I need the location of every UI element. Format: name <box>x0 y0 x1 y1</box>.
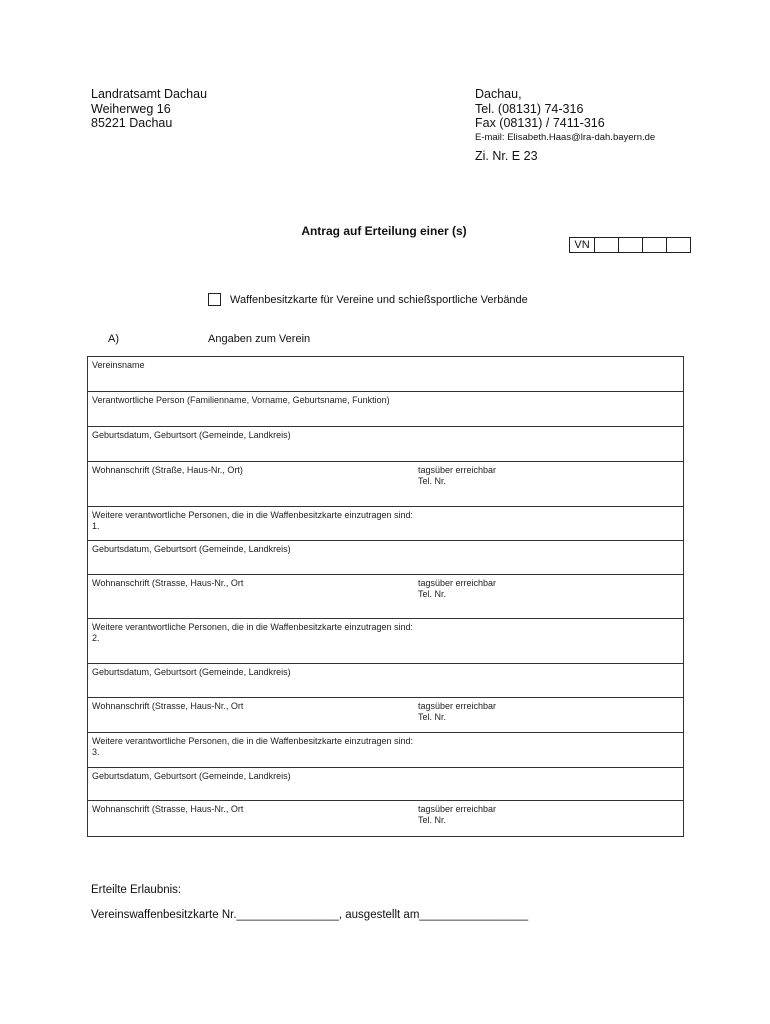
sender-address <box>91 87 207 131</box>
contact-line: Fax (08131) / 7411-316 <box>475 116 605 130</box>
contact-line: Dachau, <box>475 87 522 101</box>
vn-cell[interactable] <box>643 238 667 252</box>
document-title <box>0 224 770 238</box>
form-field-label: Geburtsdatum, Geburtsort (Gemeinde, Landkreis) <box>92 544 291 554</box>
vn-label: VN <box>570 238 595 252</box>
club-details-form <box>87 356 684 837</box>
form-field-label: Wohnanschrift (Strasse, Haus-Nr., Ort <box>92 804 244 814</box>
form-field-label: Weitere verantwortliche Personen, die in die Waffenbesitzkarte einzutragen sind: 2. <box>92 622 414 643</box>
form-field-label: Verantwortliche Person (Familienname, Vorname, Geburtsname, Funktion) <box>92 395 390 405</box>
vn-reference-box <box>569 237 691 253</box>
form-field-phone-label: tagsüber erreichbar Tel. Nr. <box>418 804 497 825</box>
form-field-row[interactable] <box>88 357 683 392</box>
contact-email: E-mail: Elisabeth.Haas@lra-dah.bayern.de <box>475 131 656 143</box>
vn-cell[interactable] <box>595 238 619 252</box>
permit-type-option[interactable] <box>208 293 528 306</box>
form-field-phone-label: tagsüber erreichbar Tel. Nr. <box>418 701 497 722</box>
form-field-label: Weitere verantwortliche Personen, die in die Waffenbesitzkarte einzutragen sind: 1. <box>92 510 414 531</box>
vn-cell[interactable] <box>619 238 643 252</box>
section-title: Angaben zum Verein <box>208 333 311 345</box>
form-field-row[interactable] <box>88 392 683 427</box>
permit-number-line: Vereinswaffenbesitzkarte Nr.________________, ausgestellt am_________________ <box>91 909 529 921</box>
vn-cell[interactable] <box>667 238 690 252</box>
form-field-label: Wohnanschrift (Strasse, Haus-Nr., Ort <box>92 701 244 711</box>
contact-block <box>475 87 655 163</box>
form-field-row[interactable] <box>88 462 683 507</box>
form-field-row[interactable] <box>88 541 683 575</box>
form-field-row[interactable] <box>88 698 683 733</box>
form-field-row[interactable] <box>88 733 683 768</box>
form-field-label: Wohnanschrift (Straße, Haus-Nr., Ort) <box>92 465 243 475</box>
form-field-row[interactable] <box>88 801 683 836</box>
document-title-text: Antrag auf Erteilung einer (s) <box>301 224 467 238</box>
form-field-row[interactable] <box>88 619 683 664</box>
form-field-label: Vereinsname <box>92 360 145 370</box>
form-field-label: Wohnanschrift (Strasse, Haus-Nr., Ort <box>92 578 244 588</box>
form-field-row[interactable] <box>88 507 683 541</box>
permit-type-checkbox[interactable] <box>208 293 221 306</box>
form-field-label: Geburtsdatum, Geburtsort (Gemeinde, Landkreis) <box>92 771 291 781</box>
form-field-row[interactable] <box>88 427 683 462</box>
permit-granted-label: Erteilte Erlaubnis: <box>91 884 182 896</box>
sender-address-line: Weiherweg 16 <box>91 101 171 116</box>
form-field-phone-label: tagsüber erreichbar Tel. Nr. <box>418 465 497 486</box>
form-field-row[interactable] <box>88 768 683 801</box>
section-letter: A) <box>108 333 119 345</box>
contact-line: Tel. (08131) 74-316 <box>475 101 584 116</box>
room-number: Zi. Nr. E 23 <box>475 148 538 163</box>
form-field-phone-label: tagsüber erreichbar Tel. Nr. <box>418 578 497 599</box>
form-field-row[interactable] <box>88 664 683 698</box>
form-field-label: Weitere verantwortliche Personen, die in die Waffenbesitzkarte einzutragen sind: 3. <box>92 736 414 757</box>
sender-address-line: Landratsamt Dachau <box>91 87 208 101</box>
form-field-label: Geburtsdatum, Geburtsort (Gemeinde, Landkreis) <box>92 667 291 677</box>
form-field-row[interactable] <box>88 575 683 619</box>
form-field-label: Geburtsdatum, Geburtsort (Gemeinde, Landkreis) <box>92 430 291 440</box>
permit-type-label: Waffenbesitzkarte für Vereine und schießsportliche Verbände <box>230 293 528 306</box>
sender-address-line: 85221 Dachau <box>91 116 173 130</box>
